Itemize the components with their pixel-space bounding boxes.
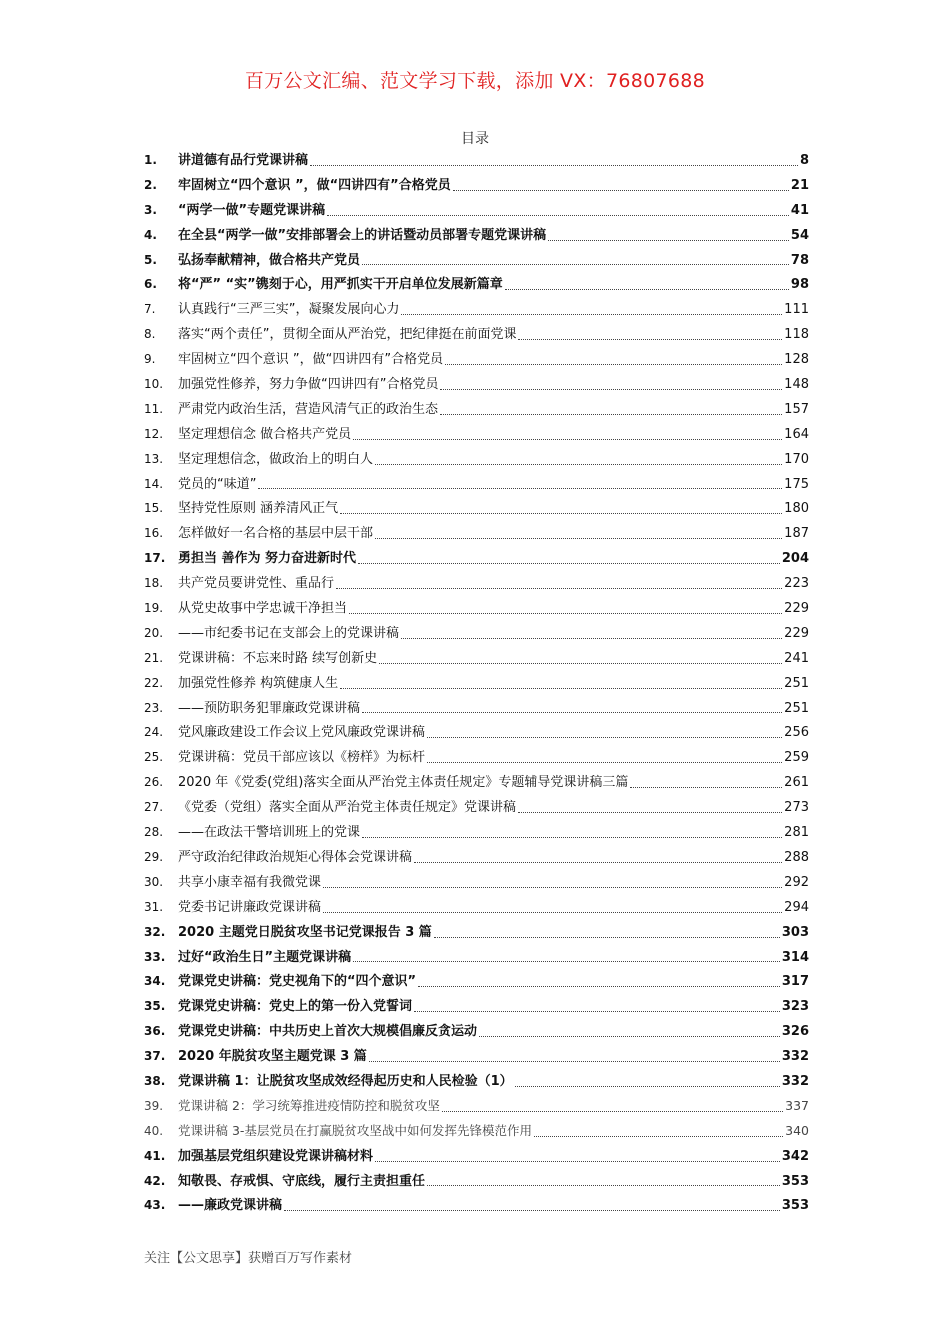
toc-entry-page: 281 (784, 825, 809, 841)
toc-dot-leader (327, 214, 789, 216)
toc-dot-leader (401, 637, 782, 639)
toc-dot-leader (505, 288, 789, 290)
toc-entry-title: 党课讲稿 2：学习统筹推进疫情防控和脱贫攻坚 (178, 1097, 440, 1113)
toc-entry-title: 怎样做好一名合格的基层中层干部 (178, 526, 374, 542)
toc-entry[interactable] (144, 770, 809, 795)
toc-entry-page: 314 (781, 949, 809, 965)
toc-dot-leader (440, 413, 782, 415)
toc-entry-number: 16. (144, 526, 164, 541)
toc-entry-page: 332 (781, 1073, 809, 1089)
toc-entry-title: 从党史故事中学忠诚干净担当 (178, 601, 348, 617)
toc-dot-leader (518, 811, 782, 813)
toc-dot-leader (358, 562, 780, 564)
toc-entry-page: 353 (781, 1173, 809, 1189)
toc-entry-number: 9. (144, 352, 156, 367)
toc-dot-leader (418, 985, 780, 987)
toc-entry[interactable] (144, 1193, 809, 1218)
toc-entry[interactable] (144, 945, 809, 970)
toc-entry-title: 牢固树立“四个意识 ”，做“四讲四有”合格党员 (178, 177, 451, 193)
toc-entry[interactable] (144, 223, 809, 248)
toc-entry[interactable] (144, 1069, 809, 1094)
toc-dot-leader (548, 239, 789, 241)
toc-entry-page: 170 (784, 451, 809, 467)
toc-entry[interactable] (144, 621, 809, 646)
toc-entry-title: 将“严” “实”镌刻于心，用严抓实干开启单位发展新篇章 (178, 277, 503, 293)
toc-entry-number: 17. (144, 551, 166, 566)
table-of-contents (144, 148, 809, 1218)
toc-entry-title: 严守政治纪律政治规矩心得体会党课讲稿 (178, 849, 413, 865)
toc-entry-page: 251 (784, 675, 809, 691)
toc-entry-title: 党课讲稿：党员干部应该以《榜样》为标杆 (178, 750, 426, 766)
toc-entry[interactable] (144, 745, 809, 770)
toc-entry[interactable] (144, 297, 809, 322)
toc-dot-leader (442, 1110, 783, 1112)
toc-dot-leader (340, 687, 782, 689)
toc-entry-title: ——在政法干警培训班上的党课 (178, 825, 361, 841)
toc-entry-number: 6. (144, 277, 157, 292)
toc-entry-title: ——廉政党课讲稿 (178, 1198, 283, 1214)
toc-entry-page: 157 (784, 401, 809, 417)
toc-entry[interactable] (144, 696, 809, 721)
toc-entry[interactable] (144, 521, 809, 546)
toc-dot-leader (534, 1135, 783, 1137)
toc-dot-leader (349, 612, 782, 614)
toc-entry[interactable] (144, 472, 809, 497)
toc-entry-title: 加强党性修养 构筑健康人生 (178, 675, 339, 691)
toc-entry-page: 175 (784, 476, 809, 492)
toc-entry-number: 22. (144, 675, 164, 690)
toc-entry-page: 118 (784, 327, 809, 343)
toc-entry-title: 坚定理想信念，做政治上的明白人 (178, 451, 374, 467)
toc-dot-leader (362, 263, 789, 265)
toc-entry-number: 26. (144, 775, 164, 790)
toc-dot-leader (310, 164, 798, 166)
toc-entry-number: 27. (144, 800, 164, 815)
toc-entry-number: 39. (144, 1098, 164, 1113)
toc-entry-title: 加强基层党组织建设党课讲稿材料 (178, 1148, 374, 1164)
toc-entry-page: 21 (790, 177, 809, 193)
toc-entry-title: 党课党史讲稿：党史视角下的“四个意识” (178, 974, 417, 990)
toc-entry-number: 4. (144, 227, 157, 242)
toc-entry-title: 落实“两个责任”，贯彻全面从严治党，把纪律挺在前面党课 (178, 327, 517, 343)
toc-entry-number: 30. (144, 874, 164, 889)
toc-entry-page: 292 (784, 874, 809, 890)
toc-entry-page: 256 (784, 725, 809, 741)
toc-entry-page: 241 (784, 650, 809, 666)
toc-entry-page: 204 (781, 551, 809, 567)
toc-entry-number: 14. (144, 476, 164, 491)
toc-entry-title: 2020 主题党日脱贫攻坚书记党课报告 3 篇 (178, 924, 432, 940)
toc-dot-leader (336, 587, 782, 589)
toc-entry-title: 党课讲稿：不忘来时路 续写创新史 (178, 650, 378, 666)
toc-entry-number: 8. (144, 327, 156, 342)
toc-entry[interactable] (144, 820, 809, 845)
toc-entry-page: 342 (781, 1148, 809, 1164)
toc-entry-number: 43. (144, 1198, 166, 1213)
toc-entry[interactable] (144, 646, 809, 671)
toc-entry-title: 勇担当 善作为 努力奋进新时代 (178, 551, 357, 567)
footer-note: 关注【公文思享】获赠百万写作素材 (144, 1251, 353, 1266)
toc-entry-number: 28. (144, 825, 164, 840)
toc-entry-page: 111 (784, 302, 809, 318)
toc-entry[interactable] (144, 173, 809, 198)
toc-entry-number: 29. (144, 849, 164, 864)
toc-entry-title: 坚持党性原则 涵养清风正气 (178, 501, 339, 517)
toc-entry-title: 共产党员要讲党性、重品行 (178, 576, 335, 592)
toc-entry-number: 25. (144, 750, 164, 765)
toc-entry[interactable] (144, 1119, 809, 1144)
toc-entry[interactable] (144, 148, 809, 173)
toc-entry-title: 党委书记讲廉政党课讲稿 (178, 899, 322, 915)
toc-dot-leader (369, 1060, 780, 1062)
toc-dot-leader (518, 338, 782, 340)
toc-entry-page: 332 (781, 1049, 809, 1065)
toc-entry-page: 251 (784, 700, 809, 716)
toc-entry[interactable] (144, 372, 809, 397)
toc-entry-page: 223 (784, 576, 809, 592)
toc-entry-number: 23. (144, 700, 164, 715)
toc-entry-title: 牢固树立“四个意识 ”，做“四讲四有”合格党员 (178, 352, 444, 368)
toc-dot-leader (453, 189, 789, 191)
toc-entry-title: 严肃党内政治生活，营造风清气正的政治生态 (178, 401, 439, 417)
toc-entry-number: 20. (144, 625, 164, 640)
toc-entry-page: 41 (790, 202, 809, 218)
toc-entry-page: 326 (781, 1024, 809, 1040)
toc-dot-leader (414, 861, 782, 863)
toc-entry[interactable] (144, 870, 809, 895)
toc-entry-page: 164 (784, 426, 809, 442)
toc-entry-title: 共享小康幸福有我微党课 (178, 874, 322, 890)
toc-entry-number: 18. (144, 576, 164, 591)
toc-entry[interactable] (144, 422, 809, 447)
toc-entry-number: 31. (144, 899, 164, 914)
toc-entry-page: 273 (784, 800, 809, 816)
toc-dot-leader (362, 836, 782, 838)
toc-entry[interactable] (144, 845, 809, 870)
toc-entry-page: 180 (784, 501, 809, 517)
toc-entry[interactable] (144, 720, 809, 745)
toc-entry-number: 42. (144, 1173, 166, 1188)
toc-entry-page: 288 (784, 849, 809, 865)
toc-entry[interactable] (144, 447, 809, 472)
toc-entry[interactable] (144, 1094, 809, 1119)
toc-dot-leader (323, 911, 782, 913)
toc-entry-title: 党课讲稿 1：让脱贫攻坚成效经得起历史和人民检验（1） (178, 1073, 513, 1089)
toc-entry-page: 294 (784, 899, 809, 915)
toc-entry-title: 讲道德有品行党课讲稿 (178, 153, 309, 168)
toc-entry-title: 《党委（党组）落实全面从严治党主体责任规定》党课讲稿 (178, 800, 517, 816)
toc-entry-title: 党员的“味道” (178, 476, 257, 492)
toc-entry-page: 128 (784, 352, 809, 368)
toc-dot-leader (284, 1209, 780, 1211)
toc-entry-title: “两学一做”专题党课讲稿 (178, 202, 326, 218)
toc-entry-page: 261 (784, 775, 809, 791)
toc-entry-page: 229 (784, 625, 809, 641)
toc-entry[interactable] (144, 1044, 809, 1069)
toc-entry-number: 10. (144, 377, 164, 392)
toc-entry[interactable] (144, 546, 809, 571)
toc-entry-number: 3. (144, 202, 157, 217)
toc-entry[interactable] (144, 1169, 809, 1194)
toc-dot-leader (323, 886, 782, 888)
toc-entry[interactable] (144, 920, 809, 945)
toc-entry-number: 36. (144, 1024, 166, 1039)
toc-entry[interactable] (144, 1144, 809, 1169)
header-banner: 百万公文汇编、范文学习下载，添加 VX：76807688 (244, 70, 706, 92)
toc-dot-leader (427, 1184, 780, 1186)
toc-dot-leader (375, 463, 782, 465)
toc-entry-page: 8 (799, 153, 809, 168)
toc-dot-leader (379, 662, 782, 664)
toc-dot-leader (353, 960, 780, 962)
toc-dot-leader (353, 438, 782, 440)
toc-entry-title: ——市纪委书记在支部会上的党课讲稿 (178, 625, 400, 641)
toc-entry-number: 21. (144, 650, 164, 665)
toc-entry[interactable] (144, 596, 809, 621)
toc-entry-number: 38. (144, 1073, 166, 1088)
toc-entry[interactable] (144, 248, 809, 273)
toc-entry-number: 32. (144, 924, 166, 939)
toc-entry-number: 7. (144, 302, 156, 317)
toc-dot-leader (445, 363, 782, 365)
toc-entry[interactable] (144, 322, 809, 347)
toc-entry-page: 78 (790, 252, 809, 268)
toc-entry-number: 15. (144, 501, 164, 516)
toc-entry-page: 187 (784, 526, 809, 542)
toc-entry[interactable] (144, 895, 809, 920)
toc-entry[interactable] (144, 272, 809, 297)
toc-dot-leader (440, 388, 782, 390)
toc-entry-page: 259 (784, 750, 809, 766)
toc-entry-number: 35. (144, 999, 166, 1014)
toc-dot-leader (630, 786, 782, 788)
toc-entry[interactable] (144, 1019, 809, 1044)
toc-entry-page: 98 (790, 277, 809, 293)
toc-entry-number: 12. (144, 426, 164, 441)
toc-entry-page: 340 (785, 1122, 809, 1138)
toc-dot-leader (401, 313, 782, 315)
toc-entry-number: 2. (144, 177, 157, 192)
toc-dot-leader (515, 1085, 780, 1087)
toc-entry[interactable] (144, 795, 809, 820)
toc-dot-leader (258, 487, 782, 489)
toc-entry-page: 229 (784, 601, 809, 617)
toc-entry-page: 323 (781, 999, 809, 1015)
toc-dot-leader (434, 936, 780, 938)
toc-entry-number: 41. (144, 1148, 166, 1163)
toc-entry[interactable] (144, 198, 809, 223)
toc-dot-leader (479, 1035, 780, 1037)
toc-entry-page: 337 (785, 1097, 809, 1113)
toc-entry-number: 37. (144, 1049, 166, 1064)
toc-entry[interactable] (144, 571, 809, 596)
toc-entry-number: 11. (144, 401, 164, 416)
toc-entry-title: 2020 年脱贫攻坚主题党课 3 篇 (178, 1049, 367, 1065)
toc-entry-number: 34. (144, 974, 166, 989)
toc-entry-number: 19. (144, 601, 164, 616)
toc-dot-leader (427, 736, 782, 738)
toc-entry-number: 40. (144, 1123, 164, 1138)
toc-entry-title: 在全县“两学一做”安排部署会上的讲话暨动员部署专题党课讲稿 (178, 227, 547, 243)
toc-dot-leader (427, 761, 782, 763)
toc-dot-leader (375, 1160, 780, 1162)
toc-entry[interactable] (144, 994, 809, 1019)
toc-entry-title: ——预防职务犯罪廉政党课讲稿 (178, 700, 361, 716)
toc-entry-title: 党风廉政建设工作会议上党风廉政党课讲稿 (178, 725, 426, 741)
toc-entry-title: 党课党史讲稿：中共历史上首次大规模倡廉反贪运动 (178, 1024, 478, 1040)
toc-entry-title: 弘扬奉献精神，做合格共产党员 (178, 252, 361, 268)
toc-entry[interactable] (144, 397, 809, 422)
toc-entry-title: 加强党性修养，努力争做“四讲四有”合格党员 (178, 377, 439, 393)
toc-entry-title: 坚定理想信念 做合格共产党员 (178, 426, 352, 442)
toc-entry-title: 党课讲稿 3-基层党员在打赢脱贫攻坚战中如何发挥先锋模范作用 (178, 1122, 532, 1138)
toc-entry-number: 24. (144, 725, 164, 740)
toc-dot-leader (375, 537, 782, 539)
toc-entry-title: 认真践行“三严三实”，凝聚发展向心力 (178, 302, 400, 318)
toc-entry[interactable] (144, 671, 809, 696)
toc-dot-leader (340, 512, 782, 514)
toc-entry[interactable] (144, 347, 809, 372)
toc-entry[interactable] (144, 496, 809, 521)
toc-entry-page: 54 (790, 227, 809, 243)
toc-entry-title: 党课党史讲稿：党史上的第一份入党誓词 (178, 999, 413, 1015)
toc-dot-leader (414, 1010, 780, 1012)
toc-entry-number: 33. (144, 949, 166, 964)
toc-entry-number: 13. (144, 451, 164, 466)
toc-entry[interactable] (144, 969, 809, 994)
toc-entry-page: 303 (781, 924, 809, 940)
toc-dot-leader (362, 711, 782, 713)
toc-entry-title: 知敬畏、存戒惧、守底线，履行主责担重任 (178, 1173, 426, 1189)
toc-title: 目录 (461, 131, 489, 147)
toc-entry-page: 148 (784, 377, 809, 393)
toc-entry-page: 353 (781, 1198, 809, 1214)
toc-entry-title: 过好“政治生日”主题党课讲稿 (178, 949, 352, 965)
toc-entry-number: 5. (144, 252, 157, 267)
toc-entry-title: 2020 年《党委(党组)落实全面从严治党主体责任规定》专题辅导党课讲稿三篇 (178, 775, 629, 791)
toc-entry-page: 317 (781, 974, 809, 990)
toc-entry-number: 1. (144, 153, 157, 167)
